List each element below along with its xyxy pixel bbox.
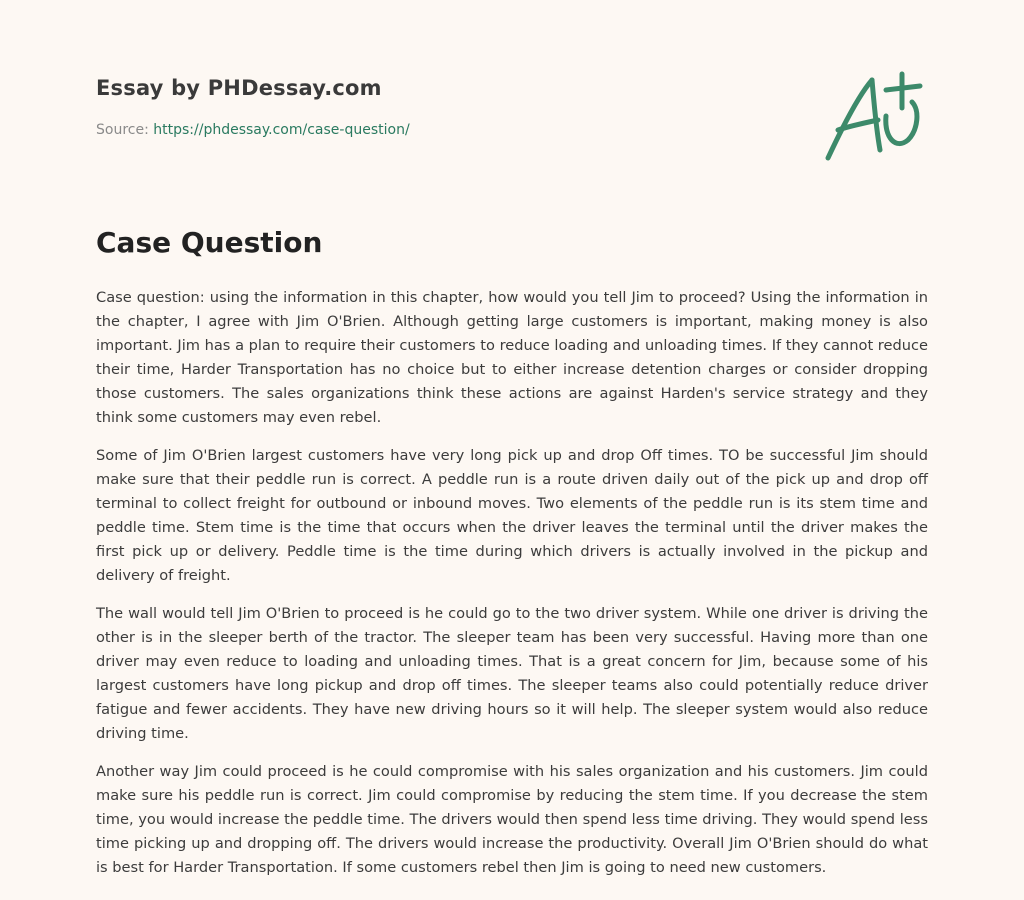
logo-a-right-stroke: [872, 80, 880, 150]
essay-paragraph: Some of Jim O'Brien largest customers have very long pick up and drop Off times. TO be successful Jim should make sure that their peddle run is correct. A peddle run is a route driven daily out of the pick up and drop off terminal to collect freight for outbound or inbound moves. Two elements of the peddle run is its stem time and peddle time. Stem time is the time that occurs when the driver leaves the terminal until the driver makes the first pick up or delivery. Peddle time is the time during which drivers is actually involved in the pickup and delivery of freight.: [96, 447, 928, 584]
logo-plus-horizontal: [886, 86, 920, 90]
a-plus-logo-icon: [820, 68, 930, 168]
essay-paragraph: The wall would tell Jim O'Brien to proceed is he could go to the two driver system. While one driver is driving the other is in the sleeper berth of the tractor. The sleeper team has been very successful. Having more than one driver may even reduce to loading and unloading times. That is a great concern for Jim, because some of his largest customers have long pickup and drop off times. The sleeper teams also could potentially reduce driver fatigue and fewer accidents. They have new driving hours so it will help. The sleeper system would also reduce driving time.: [96, 605, 928, 742]
essay-header: [96, 76, 928, 138]
logo-a-left-stroke: [828, 80, 872, 158]
essay-body: [96, 286, 928, 894]
essay-title: Case Question: [96, 226, 323, 259]
source-label: Source:: [96, 122, 149, 138]
source-link[interactable]: https://phdessay.com/case-question/: [153, 122, 410, 138]
source-line: [96, 122, 928, 138]
brand-title: Essay by PHDessay.com: [96, 76, 382, 100]
essay-paragraph: Case question: using the information in this chapter, how would you tell Jim to proceed? Using the information in the chapter, I agree with Jim O'Brien. Although getting large customers is important, making money is also important. Jim has a plan to require their customers to reduce loading and unloading times. If they cannot reduce their time, Harder Transportation has no choice but to either increase detention charges or consider dropping those customers. The sales organizations think these actions are against Harden's service strategy and they think some customers may even rebel.: [96, 289, 928, 426]
essay-paragraph: Another way Jim could proceed is he could compromise with his sales organization and his customers. Jim could make sure his peddle run is correct. Jim could compromise by reducing the stem time. If you decrease the stem time, you would increase the peddle time. The drivers would then spend less time driving. They would spend less time picking up and dropping off. The drivers would increase the productivity. Overall Jim O'Brien should do what is best for Harder Transportation. If some customers rebel then Jim is going to need new customers.: [96, 763, 928, 876]
